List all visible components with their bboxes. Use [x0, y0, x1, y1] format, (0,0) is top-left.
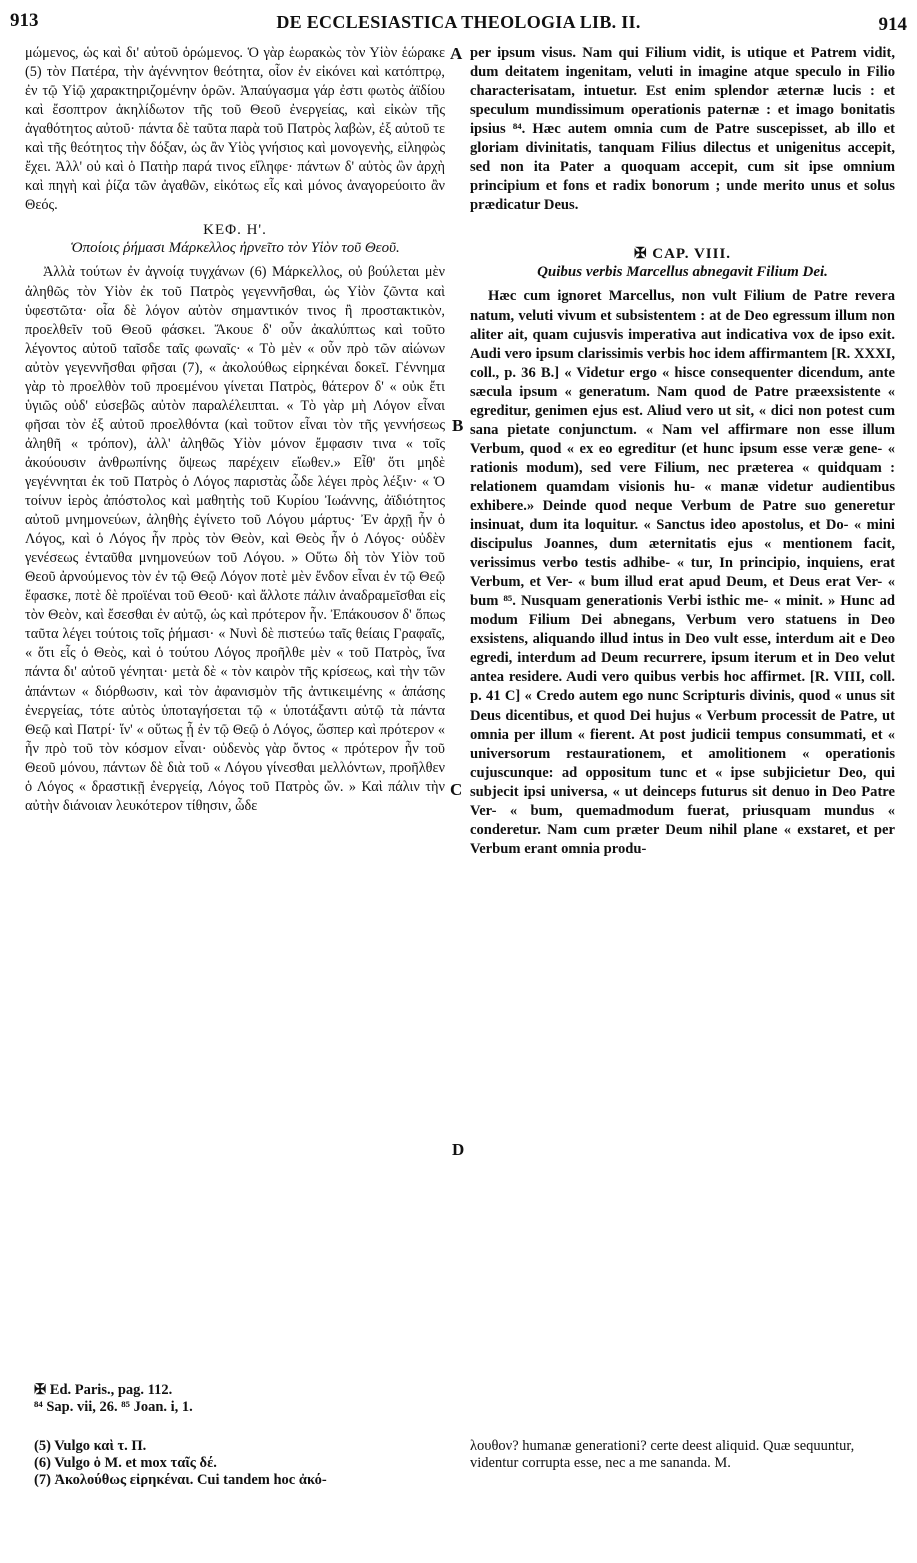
latin-column [470, 44, 895, 859]
running-header [10, 10, 907, 36]
note-6: (6) Vulgo ὁ Μ. et mox ταῖς δέ. [34, 1455, 217, 1471]
latin-chapter-number: ✠ CAP. VIII. [633, 246, 732, 263]
greek-body: Ἀλλὰ τούτων ἐν ἀγνοίᾳ τυγχάνων (6) Μάρκελλος, οὐ βούλεται μὲν ἀληθῶς τὸν Υἱὸν ἐκ τοῦ Πατρὸς γεγεννῆσθαι, ὡς Υἱὸν ζῶντα καὶ ὑφεστῶτα· οἷα δὲ λόγον αὐτὸν σημαντικόν τινος ἢ προστακτικὸν, προελθεῖν τοῦ Θεοῦ φάσκει. Ἄκουε δ' οὖν ἀκαλύπτως καὶ τοῦτο λέγοντος αὐτοῦ ταῖσδε ταῖς φωναῖς· « Τὸ μὲν « οὖν πρὸ τῶν αἰώνων αὐτὸν γεγεννῆσθαι φῆσαι (7), « ἀκολούθως εἰρηκέναι δοκεῖ. Γέννημα γὰρ τὸ προελθὸν τοῦ προεμένου γίνεται Πατρὸς, θάτερον δ' « οὐκ ἔτι ὑγιῶς οὐδ' εὐσεβῶς αὐτὸν παραλέλειπται. « Τὸ γὰρ μὴ Λόγον εἶναι φῆσαι τὸν ἐξ αὐτοῦ προελθόντα (καὶ τοῦτον εἶναι τὸν τῆς γεννήσεως ἀληθῆ « τρόπον), ἀλλ' ἀληθῶς Υἱὸν μόνον ἔμφασιν τινα « τοῖς ἀκούουσιν ἀνθρωπίνης ὄψεως παρέχειν εἴωθεν.» Εἶθ' ὅτι μηδὲ γεγέννηται ἐκ τοῦ Πατρὸς ὁ Λόγος παριστὰς ὧδε λέγει πρὸς λέξιν· « Ὁ τοίνυν ἱερὸς ἀπόστολος καὶ μαθητὴς τοῦ Κυρίου Ἰωάννης, ἀϊδιότητος αὐτοῦ μνημονεύων, ἀληθὴς ἐγίνετο τοῦ Λόγου μάρτυς· Ἐν ἀρχῇ ἦν ὁ Λόγος, καὶ ὁ Λόγος ἦν πρὸς τὸν Θεὸν, καὶ Θεὸς ἦν ὁ Λόγος· οὐδὲν γενέσεως ἐνταῦθα μνημονεύων τοῦ Λόγου. » Οὕτω δὴ τὸν Υἱὸν τοῦ Θεοῦ ἀρνούμενος τὸν ἐν τῷ Θεῷ Λόγον ποτὲ μὲν ἔνδον εἶναι ἐν τῷ Θεῷ ἔφασκε, ποτὲ δὲ προϊέναι τοῦ Θεοῦ· καὶ ἄλλοτε πάλιν ἀναδραμεῖσθαι εἰς τὸν Θεὸν, καὶ ἔσεσθαι ἐν αὐτῷ, ὡς καὶ πρότερον ἦν. Ἐπάκουσον δ' ὅπως ταῦτα λέγει τούτοις τοῖς ῥήμασι· « Νυνὶ δὲ πιστεύω ταῖς θείαις Γραφαῖς, « ὅτι εἷς ὁ Θεὸς, καὶ ὁ τούτου Λόγος προῆλθε μὲν « τοῦ Πατρὸς, ἵνα πάντα δι' αὐτοῦ γένηται· μετὰ δὲ « τὸν καιρὸν τῆς κρίσεως, καὶ τὴν τῶν ἁπάντων « διόρθωσιν, καὶ τὸν ἀφανισμὸν τῆς ἀντικειμένης « ἁπάσης ἐνεργείας, τότε αὐτὸς ὑποταγήσεται τῷ « ὑποτάξαντι αὐτῷ τὰ πάντα Θεῷ καὶ Πατρί· ἵν' « οὕτως ᾖ ἐν τῷ Θεῷ ὁ Λόγος, ὥσπερ καὶ πρότερον « ἦν πρὸ τοῦ τὸν κόσμον εἶναι· οὐδενὸς γὰρ ὄντος « πρότερον ἦν τοῦ Θεοῦ μόνου, πάντων δὲ διὰ τοῦ « Λόγου γίνεσθαι μελλόντων, προῆλθεν ὁ Λόγος « δραστικῇ ἐνεργείᾳ, Λόγος τοῦ Πατρὸς ὤν. » Καὶ πάλιν τὴν αὐτὴν διάνοιαν λευκότερον τίθησιν, ὧδε [25, 264, 445, 814]
margin-letter-a: A [450, 44, 463, 63]
latin-intro: per ipsum visus. Nam qui Filium vidit, is utique et Patrem vidit, dum deitatem ingenitam, veluti in imagine atque speculo in Filio characterisatam, intuetur. Est enim splendor æternæ lucis : et speculum mundissimum operationis paternæ : et imago bonitatis ipsius ⁸⁴. Hæc autem omnia cum de Patre suscepisset, ab illo et gloriam divinitatis, tanquam Filius dilectus et unigenitus accepit, sed non ita Pater a quoquam accepit, cum sit ipse omnium principium et fons et radix bonorum ; unde merito unus et solus prædicatur Deus. [470, 45, 895, 214]
latin-chapter-title: Quibus verbis Marcellus abnegavit Filium Dei. [537, 264, 828, 281]
margin-letter-c: C [450, 780, 463, 799]
running-title: DE ECCLESIASTICA THEOLOGIA LIB. II. [276, 12, 641, 32]
critical-notes-left [34, 1438, 454, 1489]
margin-letter-d: D [452, 1140, 465, 1159]
latin-body: Hæc cum ignoret Marcellus, non vult Filium de Patre revera natum, veluti vivum et subsistentem : at de Deo egressum illum non aliter ait, quam cujusvis imperativa aut indicativa vox de ipso exit. Audi vero ipsum clarissimis verbis hoc idem affirmantem [R. XXXI, coll., p. 36 B.] « Videtur ergo « hisce consequenter dicendum, ante sæcula ipsum « generatum. Nam quod de Patre præexsistente « egreditur, genimen ejus est. Aliud vero ut sit, « dici non potest cum sana pietate conjunctum. « Nam vel affirmare non esse illum Verbum, quod « ex eo egreditur (et hunc ipsum esse veræ gene- « rationis modum), sed vere Filium, nec præterea « quidquam : relationem quamdam visionis hu- « manæ videtur audientibus exhibere.» Deinde quod neque Verbum de Patre suo generetur insinuat, dum ita loquitur. « Sanctus ideo apostolus, et Do- « mini discipulus Joannes, dum æternitatis ejus « mentionem facit, verissimus verbo testis adhibe- « tur, In principio, inquiens, erat Verbum, et Ver- « bum illud erat apud Deum, et Deus erat Ver- « bum ⁸⁵. Nusquam generationis Verbi isthic me- « minit. » Hunc ad modum Filium Dei abnegans, Verbum vero statuens in Deo exsistens, aliquando illud intus in Deo vult esse, interdum ait e Deo egredi, interdum ad Deum recurrere, ipsum iterum et in Deo velut antea residere. Audi vero quibus verbis hoc affirmet. [R. VIII, coll. p. 41 C] « Credo autem ego nunc Scripturis divinis, quod « unus sit Deus dicentibus, et quod Dei hujus « Verbum processit de Patre, ut omnia per illum « fierent. At post judicii tempus consummati, et « universorum restaurationem, et amolitionem « operationis cujuscunque: ad oppositum tunc et « ipse subjicietur Deo, qui subjecit ipsi universa, « ut deinceps futurus sit denuo in Deo Patre Ver- « bum, quemadmodum fuerat, priusquam mundus « conderetur. Nam cum præter Deum nihil plane « exstaret, et per Verbum erant omnia produ- [470, 288, 895, 857]
edition-note: ✠ Ed. Paris., pag. 112. [34, 1382, 173, 1398]
greek-chapter-number: ΚΕΦ. Η'. [203, 222, 267, 239]
greek-intro: μώμενος, ὡς καὶ δι' αὐτοῦ ὁρώμενος. Ὁ γὰρ ἑωρακὼς τὸν Υἱὸν ἑώρακε (5) τὸν Πατέρα, τὴν ἀγέννητον θεότητα, οἷον ἐν εἰκόνει καὶ κατόπτρῳ, ἐν τῷ Υἱῷ χαρακτηριζομένην ὁρῶν. Ἀπαύγασμα γάρ ἐστι φωτὸς ἀϊδίου καὶ ἔσοπτρον ἀκηλίδωτον τῆς τοῦ Θεοῦ ἐνεργείας, καὶ εἰκὼν τῆς ἀγαθότητος αὐτοῦ· πάντα δὲ ταῦτα παρὰ τοῦ Πατρὸς λαβὼν, ἐξ αὐτοῦ τε καὶ τῆς θεότητος τὴν δόξαν, ὡς ἂν Υἱὸς γνήσιος καὶ μονογενὴς, εἰληφὼς ἔχει. Ἀλλ' οὐ καὶ ὁ Πατὴρ παρά τινος εἴληφε· πάντων δ' αὐτὸς ὢν ἀρχὴ καὶ πηγὴ καὶ ῥίζα τῶν ἀγαθῶν, εἰκότως εἷς καὶ μόνος ἀναγορεύοιτο ἂν Θεός. [25, 45, 445, 214]
note-7-continued: λουθον? humanæ generationi? certe deest aliquid. Quæ sequuntur, videntur corrupta esse, nec a me sananda. M. [470, 1438, 855, 1471]
footnote-refs [34, 1382, 454, 1416]
scripture-refs: ⁸⁴ Sap. vii, 26. ⁸⁵ Joan. i, 1. [34, 1399, 193, 1415]
greek-chapter-title: Ὁποίοις ῥήμασι Μάρκελλος ἠρνεῖτο τὸν Υἱὸν τοῦ Θεοῦ. [70, 240, 400, 257]
margin-letter-b: B [452, 416, 464, 435]
page-number-right: 914 [878, 14, 907, 35]
greek-column [25, 44, 445, 816]
note-5: (5) Vulgo καὶ τ. Π. [34, 1438, 147, 1454]
page-number-left: 913 [10, 10, 39, 31]
note-7-start: (7) Ἀκολούθως εἰρηκέναι. Cui tandem hoc ἀκό- [34, 1472, 327, 1488]
critical-notes-right [470, 1438, 895, 1472]
